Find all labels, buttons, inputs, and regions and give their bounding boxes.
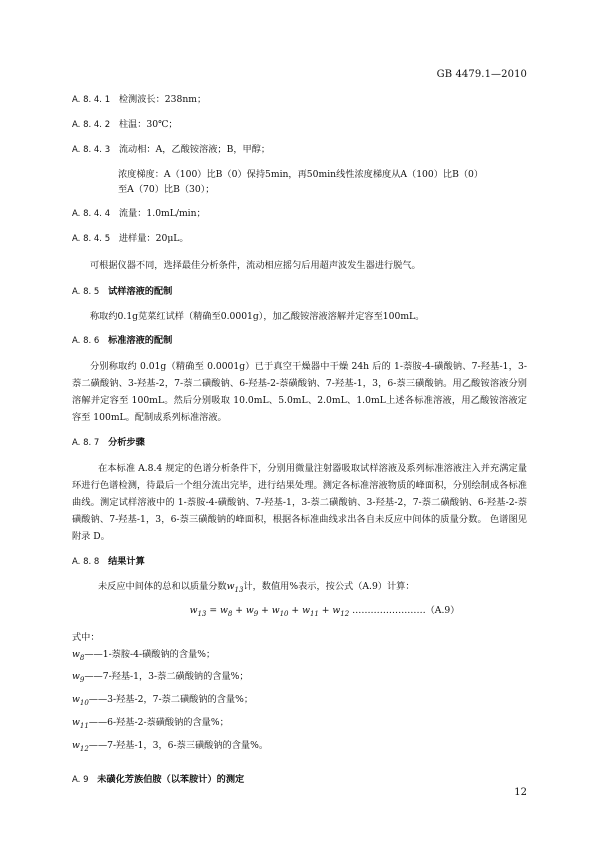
section-heading-a8-8 [72,554,527,570]
definition-row [72,645,527,668]
section-number: A. 8. 7 [72,438,100,448]
formula-tail: ……………………（A.9） [352,604,460,616]
formula-term: $w_{11}$ [302,604,319,618]
section-title: 未磺化芳族伯胺（以苯胺计）的测定 [97,773,245,785]
definition-row [72,713,527,736]
formula-term: $w_{12}$ [332,604,350,618]
clause-text: 柱温：30℃； [118,119,178,130]
section-title: 结果计算 [108,556,145,567]
section-title: 分析步骤 [108,437,145,448]
formula-term: $w_{10}$ [271,604,289,618]
formula-term: $w_9$ [245,604,259,618]
mobile-phase-note: 可根据仪器不同，选择最佳分析条件，流动相应摇匀后用超声波发生器进行脱气。 [90,260,421,271]
formula-term: $w_8$ [219,604,233,618]
section-title: 标准溶液的配制 [108,335,173,346]
definition-row [72,736,527,759]
clause-text: 流动相：A，乙酸铵溶液；B，甲醇； [118,144,271,155]
gradient-line-1: 浓度梯度：A（100）比B（0）保持5min，再50min线性浓度梯度从A（100）比B（0） [118,169,484,180]
clause-text: 流量：1.0mL/min； [118,208,206,219]
clause-number: A. 8. 4. 3 [72,145,111,155]
definition-variable: $w_{12}$ [72,739,89,753]
section-heading-a8-7 [72,435,527,451]
clause-a8-4-2 [72,117,527,133]
clause-a8-4-4 [72,206,527,222]
section-heading-a8-6 [72,333,527,349]
section-text-a8-5: 称取约0.1g苋菜红试样（精确至0.0001g），加乙酸铵溶液溶解并定容至100mL。 [90,311,425,322]
result-intro: 未反应中间体的总和以质量分数$w_{13}$计，数值用%表示，按公式（A.9）计算： [98,581,415,594]
formula-terms: $w_8 + w_9 + w_{10} + w_{11} + w_{12}$ [219,604,350,618]
clause-text: 检测波长：238nm； [118,94,207,105]
section-number: A. 8. 8 [72,557,100,567]
section-heading-a8-5 [72,284,527,300]
variable-w13: $w_{13}$ [226,581,244,594]
definition-variable: $w_{10}$ [72,694,89,708]
section-text-a8-7: 在本标准 A.8.4 规定的色谱分析条件下，分别用微量注射器吸取试样溶液及系列标准溶液注入并充满定量环进行色谱检测，待最后一个组分流出完毕，进行结果处理。测定各标准溶液物质的峰面积，分别绘制成各标准曲线。测定试样溶液中的 1-萘胺-4-磺酸钠、7-羟基-1，3-萘二磺酸钠、3-羟基-2，7-萘二磺酸钠、6-羟基-2-萘磺酸钠、7-羟基-1，3，6-萘三磺酸钠的峰面积，根据各标准曲线求出各自未反应中间体的质量分数。 色谱图见附录 D。 [72,463,527,542]
definition-text: ——1-萘胺-4-磺酸钠的含量%； [84,648,216,660]
clause-text: 进样量：20μL。 [118,233,189,244]
definition-variable: $w_8$ [72,648,85,662]
definition-variable: $w_{11}$ [72,717,89,730]
section-text-a8-6: 分别称取约 0.01g（精确至 0.0001g）已于真空干燥器中干燥 24h 后的 1-萘胺-4-磺酸钠、7-羟基-1，3-萘二磺酸钠、3-羟基-2，7-萘二磺酸钠、6-羟基-2-萘磺酸钠、7-羟基-1，3，6-萘三磺酸钠。用乙酸铵溶液分别溶解并定容至 100mL。然后分别吸取 10.0mL、5.0mL、2.0mL、1.0mL上述各标准溶液，用乙酸铵溶液定容至 100mL。配制成系列标准溶液。 [72,361,527,423]
clause-a8-4-3 [72,142,527,158]
document-body [72,92,527,788]
definition-row [72,667,527,690]
section-number: A. 8. 6 [72,336,100,346]
clause-number: A. 8. 4. 4 [72,209,111,219]
section-heading-a9 [72,772,527,788]
definition-text: ——7-羟基-1，3，6-萘三磺酸钠的含量%。 [88,739,269,751]
where-label: 式中： [72,631,100,643]
standard-code: GB 4479.1—2010 [436,69,527,80]
page-number: 12 [514,787,527,798]
clause-number: A. 8. 4. 5 [72,234,111,244]
formula-a9: $w_{13} = w_8 + w_9 + w_{10} + w_{11} + w_{12}$ ……………………（A.9） [189,604,460,618]
section-title: 试样溶液的配制 [108,286,173,297]
clause-number: A. 8. 4. 1 [72,95,111,105]
definition-row [72,690,527,713]
variable-definitions [72,645,527,759]
clause-a8-4-5 [72,231,527,247]
clause-a8-4-1 [72,92,527,108]
definition-variable: $w_9$ [72,671,85,685]
clause-number: A. 8. 4. 2 [72,120,111,130]
section-number: A. 9 [72,774,89,785]
gradient-line-2: 至A（70）比B（30）； [118,184,215,195]
section-number: A. 8. 5 [72,287,100,297]
definition-text: ——7-羟基-1，3-萘二磺酸钠的含量%； [84,671,249,683]
definition-text: ——3-羟基-2，7-萘二磺酸钠的含量%； [88,694,254,706]
definition-text: ——6-羟基-2-萘磺酸钠的含量%； [88,717,229,729]
